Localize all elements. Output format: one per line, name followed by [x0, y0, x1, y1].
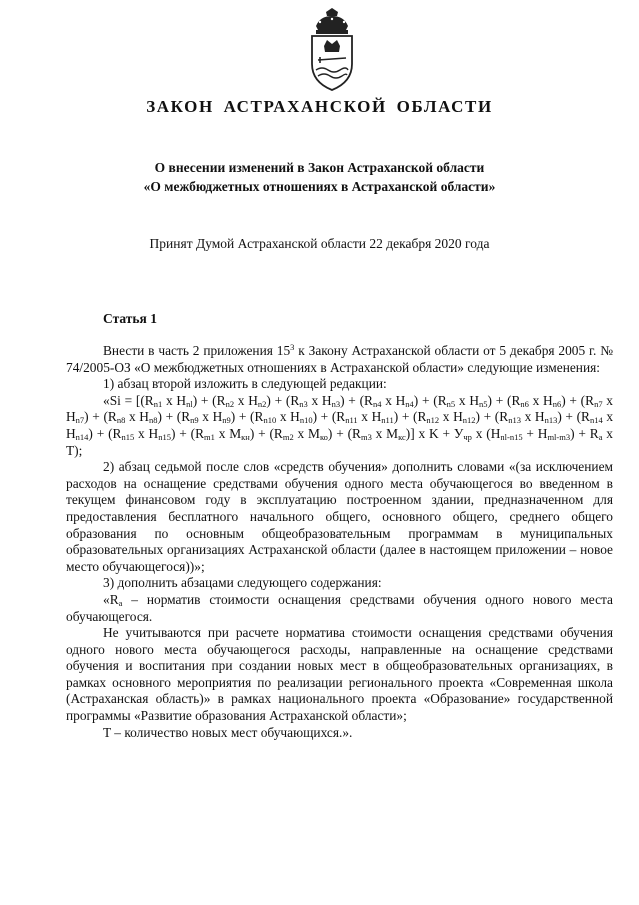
formula-h-subscript: n9: [222, 415, 231, 426]
astrakhan-coat-of-arms-icon: [302, 8, 362, 92]
formula-r-subscript: m1: [204, 431, 215, 442]
formula-r-subscript: n14: [590, 415, 603, 426]
formula-m-subscript: кн: [241, 431, 250, 442]
formula-h-subscript: n11: [381, 415, 394, 426]
formula-h-subscript: n6: [552, 398, 562, 409]
formula-h-subscript: nl-n15: [500, 431, 523, 442]
formula-r-subscript: n7: [594, 398, 603, 409]
formula-r-subscript: n10: [263, 415, 277, 426]
formula-h-subscript: n14: [75, 431, 89, 442]
formula-r-subscript: n12: [426, 415, 440, 426]
article-heading: Статья 1: [103, 311, 157, 326]
formula-h-subscript: n15: [158, 431, 171, 442]
formula-r-subscript: n13: [508, 415, 521, 426]
formula-r-subscript: n3: [299, 398, 308, 409]
subject-line-2: «О межбюджетных отношениях в Астраханской области»: [143, 179, 496, 194]
adoption-date-line: Принят Думой Астраханской области 22 декабря 2020 года: [149, 236, 490, 251]
formula-r-subscript: n2: [225, 398, 235, 409]
formula-h-subscript: n5: [479, 398, 488, 409]
ra-definition: «$R_a$ – норматив стоимости оснащения средствами обучения одного нового места обучающегося.: [66, 591, 613, 624]
formula: «$Si = [(R_{n1}$ x $H_{nl}) + (R_{n2}$ x $H_{n2}) + (R_{n3}$ x $H_{n3}) + (R_{n4}$ x $H_{n4}) + (R_{n5}$ x $H_{n5}) + (R_{n6}$ x $H_{n6}) + (R_{n7}$ x $H_{n7}) + (R_{n8}$ x $H_{n8}) + (R_{n9}$ x $H_{n9}) + (R_{n10}$ x $H_{n10}) + (R_{n11}$ x $H_{n11}) + (R_{n12}$ x $H_{n12}) + (R_{n13}$ x $H_{n13}) + (R_{n14}$ x $H_{n14}) + (R_{n15}$ x $H_{n15}) + (R_{m1}$ x $M_{кн}) + (R_{m2}$ x $M_{ко}) + (R_{m3}$ x $M_{кс}$)] x $K + У_{чр}$ x $(H_{nl-n15} + H_{ml-m3}) + R_a$ x T);: [66, 392, 614, 458]
exclusion-paragraph: Не учитываются при расчете норматива стоимости оснащения средствами обучения одного нового места обучающегося расходы, направленные на оснащение средствами обучения и воспитания при создании новых мест в общеобразовательных организациях, в рамках основного мероприятия по реализации регионального проекта «Современная школа (Астраханская область)» в рамках национального проекта «Образование» государственной программы «Развитие образования Астраханской области»;: [66, 625, 613, 724]
law-subject: [0, 158, 639, 196]
item-1: 1) абзац второй изложить в следующей редакции:: [103, 376, 387, 392]
article-body: [66, 343, 613, 741]
page-title: ЗАКОН АСТРАХАНСКОЙ ОБЛАСТИ: [146, 97, 493, 116]
formula-ra-subscript: a: [598, 431, 603, 442]
formula-h-subscript: n13: [544, 415, 558, 426]
formula-r-subscript: n15: [121, 431, 135, 442]
formula-m-subscript: ко: [319, 431, 328, 442]
subject-line-1: О внесении изменений в Закон Астраханской области: [154, 160, 485, 175]
formula-r-subscript: m2: [282, 431, 294, 442]
item-3: 3) дополнить абзацами следующего содержания:: [103, 575, 382, 591]
formula-r-subscript: n4: [372, 398, 382, 409]
item-2: 2) абзац седьмой после слов «средств обучения» дополнить словами «(за исключением расходов на оснащение средствами обучения одного места обучающегося во введенном в текущем финансовом году в эксплуатацию построенном здании, предназначенном для предоставления бесплатного начального общего, основного общего, среднего общего образования по основным общеобразовательным программам в муниципальных образовательных организациях Астраханской области (далее в настоящем приложении – новое место обучающегося))»;: [66, 459, 613, 574]
formula-r-subscript: n1: [153, 398, 163, 409]
formula-r-subscript: m3: [360, 431, 372, 442]
t-definition: T – количество новых мест обучающихся.».: [103, 724, 353, 740]
formula-h-subscript: n4: [405, 398, 414, 409]
formula-h-subscript: n7: [75, 415, 85, 426]
formula-h-subscript: n8: [148, 415, 158, 426]
formula-h-subscript: n3: [331, 398, 341, 409]
intro-paragraph: Внести в часть 2 приложения $15^3$ к Закону Астраханской области от 5 декабря 2005 г. № 74/2005-ОЗ «О межбюджетных отношениях в Астраханской области» следующие изменения:: [66, 342, 613, 375]
formula-r-subscript: n8: [116, 415, 126, 426]
formula-r-subscript: n9: [190, 415, 199, 426]
formula-r-subscript: n11: [345, 415, 358, 426]
formula-r-subscript: n5: [446, 398, 456, 409]
formula-r-subscript: n6: [520, 398, 529, 409]
formula-k-subscript: чр: [463, 431, 472, 442]
formula-h-subscript: n2: [257, 398, 267, 409]
formula-h-subscript: n12: [462, 415, 476, 426]
formula-h-subscript: nl: [186, 398, 193, 409]
formula-h-subscript: n10: [299, 415, 313, 426]
formula-h-subscript: ml-m3: [547, 431, 571, 442]
formula-m-subscript: кс: [398, 431, 406, 442]
